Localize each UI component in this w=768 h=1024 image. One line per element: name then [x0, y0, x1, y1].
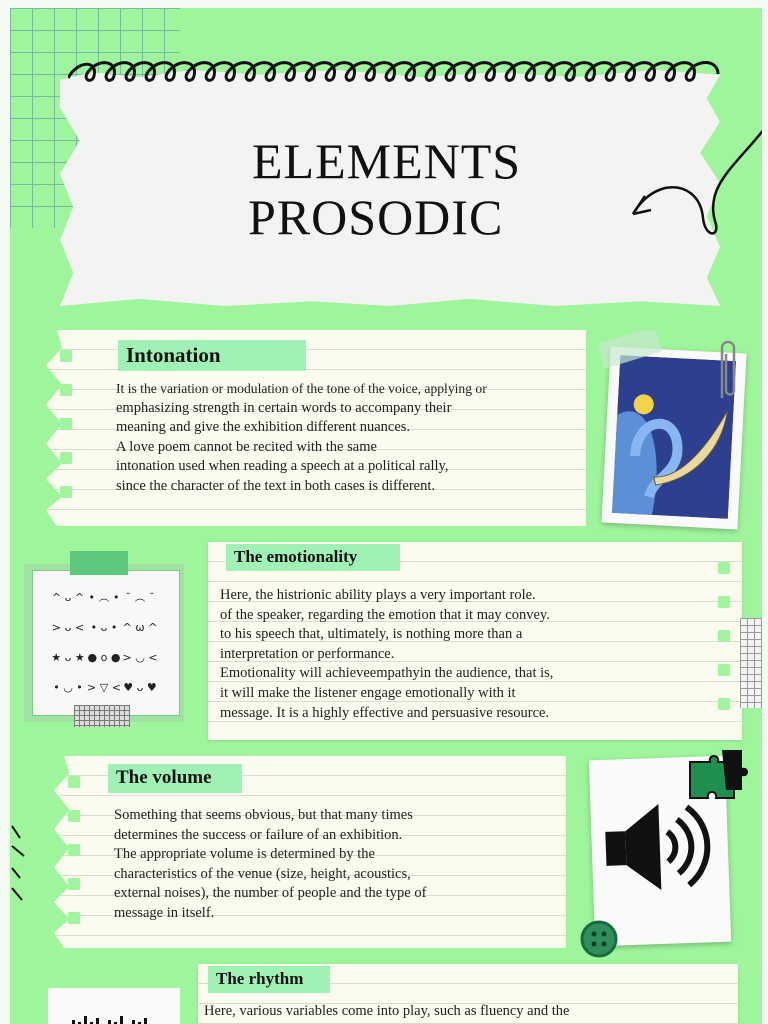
tape-decoration	[74, 705, 130, 727]
speaker-icon	[600, 796, 719, 900]
intonation-line: emphasizing strength in certain words to accompany their	[116, 399, 452, 416]
emoji-face: ^ ω ^	[122, 621, 158, 634]
emotionality-heading: The emotionality	[226, 544, 400, 571]
emoji-face: ˘ ︵ ˘	[125, 591, 155, 604]
page-title	[248, 133, 521, 245]
intonation-line: It is the variation or modulation of the tone of the voice, applying or	[116, 381, 487, 396]
emoji-face: • ︵ •	[88, 591, 120, 604]
note-holes	[60, 350, 72, 520]
grid-scrap	[740, 618, 762, 708]
title-line-2: PROSODIC	[248, 189, 504, 245]
intonation-line: since the character of the text in both cases is different.	[116, 477, 436, 494]
tape-decoration	[70, 551, 128, 575]
intonation-heading: Intonation	[118, 340, 306, 371]
emotionality-line: Here, the histrionic ability plays a very important role.	[220, 587, 536, 603]
emotionality-line: to his speech that, ultimately, is nothing more than a	[220, 626, 523, 643]
emoji-face: • ◡ •	[53, 681, 83, 694]
volume-line: determines the success or failure of an exhibition.	[114, 826, 403, 843]
intonation-line: A love poem cannot be recited with the same	[116, 438, 377, 455]
emoji-faces	[50, 583, 158, 703]
rhythm-card	[48, 988, 180, 1024]
rhythm-icon	[66, 1012, 166, 1024]
poster	[10, 8, 762, 1024]
emotionality-line: Emotionality will achieveempathyin the audience, that is,	[220, 665, 554, 682]
volume-line: characteristics of the venue (size, height, acoustics,	[114, 865, 411, 882]
emotionality-line: of the speaker, regarding the emotion that it may convey.	[220, 606, 550, 623]
emoji-face: ★ ᴗ ★	[51, 651, 85, 664]
emoji-face: ♥ ᴗ ♥	[123, 681, 157, 694]
rhythm-text	[204, 1002, 569, 1022]
note-holes	[718, 562, 730, 732]
tape-decoration	[594, 328, 666, 372]
emoji-face: ^ ᴗ ^	[51, 591, 85, 604]
volume-line: message in itself.	[114, 904, 215, 921]
emoji-face: > ▽ <	[87, 681, 121, 694]
rhythm-heading: The rhythm	[208, 966, 330, 993]
intonation-line: intonation used when reading a speech at a political rally,	[116, 458, 449, 475]
emotionality-line: it will make the listener engage emotionally with it	[220, 684, 516, 701]
button-icon	[580, 920, 618, 958]
emoji-face: • ᴗ •	[90, 621, 118, 634]
volume-line: The appropriate volume is determined by the	[114, 846, 375, 863]
emotionality-text	[220, 586, 553, 723]
intonation-text	[116, 379, 487, 497]
emoji-face: ● o ●	[87, 651, 121, 664]
emotionality-line: interpretation or performance.	[220, 645, 395, 662]
volume-line: external noises), the number of people and the type of	[114, 885, 427, 902]
volume-line: Something that seems obvious, but that many times	[114, 807, 413, 823]
emotionality-line: message. It is a highly effective and persuasive resource.	[220, 704, 550, 721]
title-line-1: ELEMENTS	[252, 133, 522, 189]
puzzle-icon	[686, 746, 756, 804]
doodle-decoration	[10, 820, 38, 910]
spiral-icon	[68, 50, 728, 90]
note-holes	[68, 776, 80, 946]
paperclip-icon	[714, 338, 738, 402]
emoji-face: > ᴗ <	[51, 621, 85, 634]
intonation-line: meaning and give the exhibition different nuances.	[116, 419, 411, 436]
emoji-face: > ◡ <	[122, 651, 158, 664]
rhythm-line: Here, various variables come into play, such as fluency and the	[204, 1003, 570, 1019]
arrow-icon	[625, 126, 762, 246]
volume-text	[114, 806, 426, 924]
volume-heading: The volume	[108, 764, 242, 793]
